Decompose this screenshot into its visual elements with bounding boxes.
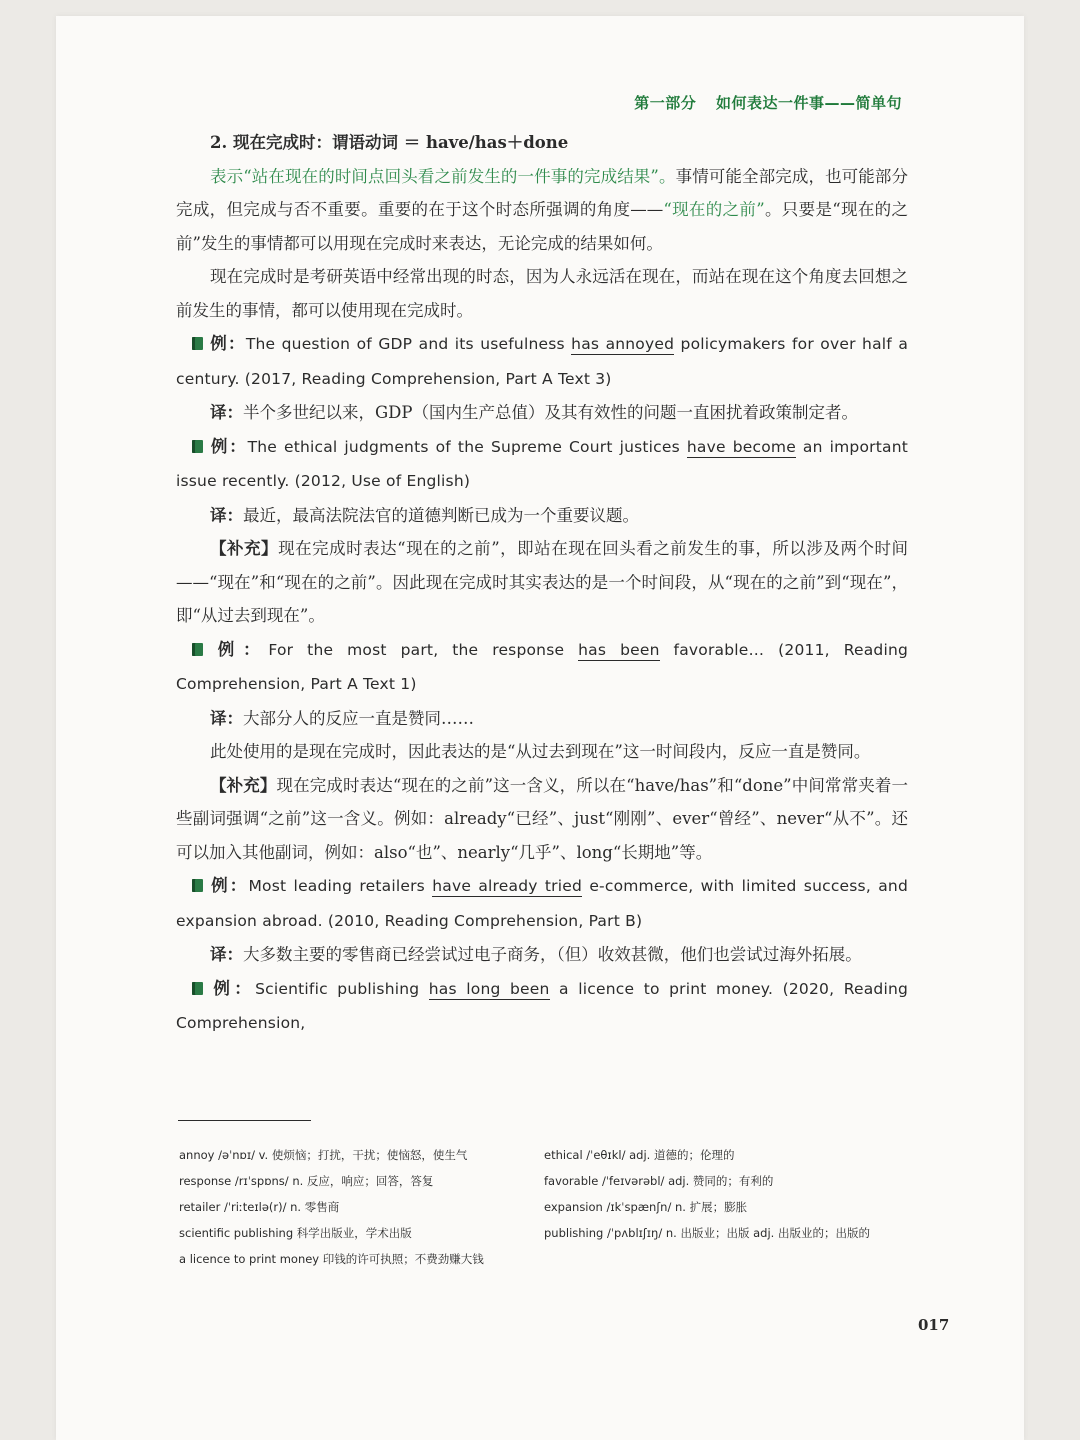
- supplement-note: [176, 769, 908, 870]
- example-sentence: [176, 327, 908, 396]
- translation: [176, 396, 908, 430]
- vocab-item: ethical /ˈeθɪkl/ adj. 道德的；伦理的: [544, 1148, 735, 1162]
- translation-text: 大部分人的反应一直是赞同……: [243, 708, 474, 728]
- example-post: a licence to print money. (2020, Reading Comprehension,: [176, 979, 909, 1032]
- translation: [176, 702, 908, 736]
- translation-text: 半个多世纪以来，GDP（国内生产总值）及其有效性的问题一直困扰着政策制定者。: [243, 403, 859, 422]
- supplement-note: [176, 532, 908, 633]
- vocab-item: response /rɪˈspɒns/ n. 反应，响应；回答，答复: [179, 1174, 434, 1188]
- intro-paragraph-2: 现在完成时是考研英语中经常出现的时态，因为人永远活在现在，而站在现在这个角度去回想之前发生的事情，都可以使用现在完成时。: [176, 267, 908, 320]
- example-post: favorable… (2011, Reading Comprehension, Part A Text 1): [176, 640, 909, 693]
- example-label: 例：: [209, 978, 256, 998]
- supplement-text: 现在完成时表达“现在的之前”这一含义，所以在“have/has”和“done”中间常常夹着一些副词强调“之前”这一含义。例如：already“已经”、just“刚刚”、ever“曾经”、never“从不”。还可以加入其他副词，例如：also“也”、nearly“几乎”、long“长期地”等。: [176, 775, 908, 862]
- page-number: 017: [918, 1316, 950, 1334]
- vocab-column-right: [544, 1142, 909, 1246]
- translation-label: 译：: [210, 505, 243, 525]
- intro-quote2: “现在的之前”: [663, 200, 765, 219]
- book-icon: [192, 643, 203, 656]
- intro-paragraph: [176, 160, 908, 261]
- header-title: 如何表达一件事——简单句: [715, 94, 902, 112]
- example-pre: For the most part, the response: [268, 640, 579, 659]
- example-label: 例：: [209, 876, 249, 895]
- translation-label: 译：: [210, 403, 243, 422]
- example-post: an important issue recently. (2012, Use of English): [176, 437, 908, 490]
- translation-label: 译：: [210, 945, 243, 964]
- example-verb: has long been: [428, 979, 550, 998]
- intro-quote: 表示“站在现在的时间点回头看之前发生的一件事的完成结果”。: [210, 166, 676, 186]
- supplement-label: 【补充】: [210, 775, 277, 795]
- vocab-item: scientific publishing 科学出版业，学术出版: [179, 1226, 412, 1240]
- example-label: 例：: [209, 639, 269, 659]
- running-header: [634, 92, 902, 113]
- book-icon: [192, 982, 203, 995]
- vocab-item: a licence to print money 印钱的许可执照；不费劲赚大钱: [179, 1252, 484, 1266]
- example-verb: has annoyed: [571, 335, 675, 353]
- example-sentence: [176, 972, 908, 1041]
- book-icon: [192, 337, 203, 350]
- book-icon: [192, 440, 203, 453]
- example-post: policymakers for over half a century. (2017, Reading Comprehension, Part A Text 3): [176, 335, 909, 388]
- supplement-label: 【补充】: [210, 539, 279, 558]
- example-pre: The ethical judgments of the Supreme Court justices: [247, 437, 687, 456]
- example-pre: Scientific publishing: [255, 979, 429, 998]
- example-verb: have already tried: [432, 877, 583, 895]
- translation: [176, 499, 908, 533]
- example-verb: has been: [578, 640, 660, 659]
- translation: [176, 938, 908, 972]
- vocab-item: publishing /ˈpʌblɪʃɪŋ/ n. 出版业；出版 adj. 出版业的；出版的: [544, 1226, 870, 1240]
- intro-rest1: 事情可能全部完成，也可能部分完成，但完成与否不重要。重要的在于这个时态所强调的角度——: [176, 166, 909, 219]
- vocab-item: expansion /ɪkˈspænʃn/ n. 扩展；膨胀: [544, 1200, 748, 1214]
- translation-text: 大多数主要的零售商已经尝试过电子商务，（但）收效甚微，他们也尝试过海外拓展。: [243, 945, 862, 964]
- vocab-column-left: [179, 1142, 529, 1272]
- example-verb: have become: [686, 437, 796, 456]
- translation-label: 译：: [210, 708, 243, 728]
- intro-rest2: 。只要是“现在的之前”发生的事情都可以用现在完成时来表达，无论完成的结果如何。: [176, 200, 909, 253]
- translation-text: 最近，最高法院法官的道德判断已成为一个重要议题。: [243, 505, 639, 525]
- vocab-item: retailer /ˈriːteɪlə(r)/ n. 零售商: [179, 1200, 340, 1214]
- example-sentence: [176, 869, 908, 938]
- footnote-divider: [178, 1120, 311, 1121]
- explanation: 此处使用的是现在完成时，因此表达的是“从过去到现在”这一时间段内，反应一直是赞同。: [210, 742, 871, 761]
- example-pre: Most leading retailers: [248, 877, 433, 895]
- vocab-item: annoy /əˈnɒɪ/ v. 使烦恼；打扰，干扰；使恼怒，使生气: [179, 1148, 468, 1162]
- example-sentence: [176, 633, 908, 702]
- header-part: 第一部分: [634, 94, 697, 112]
- section-heading: 2. 现在完成时：谓语动词 ＝ have/has＋done: [210, 133, 569, 152]
- main-text: [176, 126, 908, 1041]
- vocab-item: favorable /ˈfeɪvərəbl/ adj. 赞同的；有利的: [544, 1174, 774, 1188]
- example-post: e-commerce, with limited success, and expansion abroad. (2010, Reading Comprehension, Part B): [176, 877, 908, 930]
- supplement-text: 现在完成时表达“现在的之前”，即站在现在回头看之前发生的事，所以涉及两个时间——“现在”和“现在的之前”。因此现在完成时其实表达的是一个时间段，从“现在的之前”到“现在”，即“从过去到现在”。: [176, 539, 908, 625]
- example-label: 例：: [209, 334, 246, 353]
- example-sentence: [176, 430, 908, 499]
- example-label: 例：: [209, 436, 248, 456]
- book-icon: [192, 879, 203, 892]
- example-pre: The question of GDP and its usefulness: [245, 335, 572, 353]
